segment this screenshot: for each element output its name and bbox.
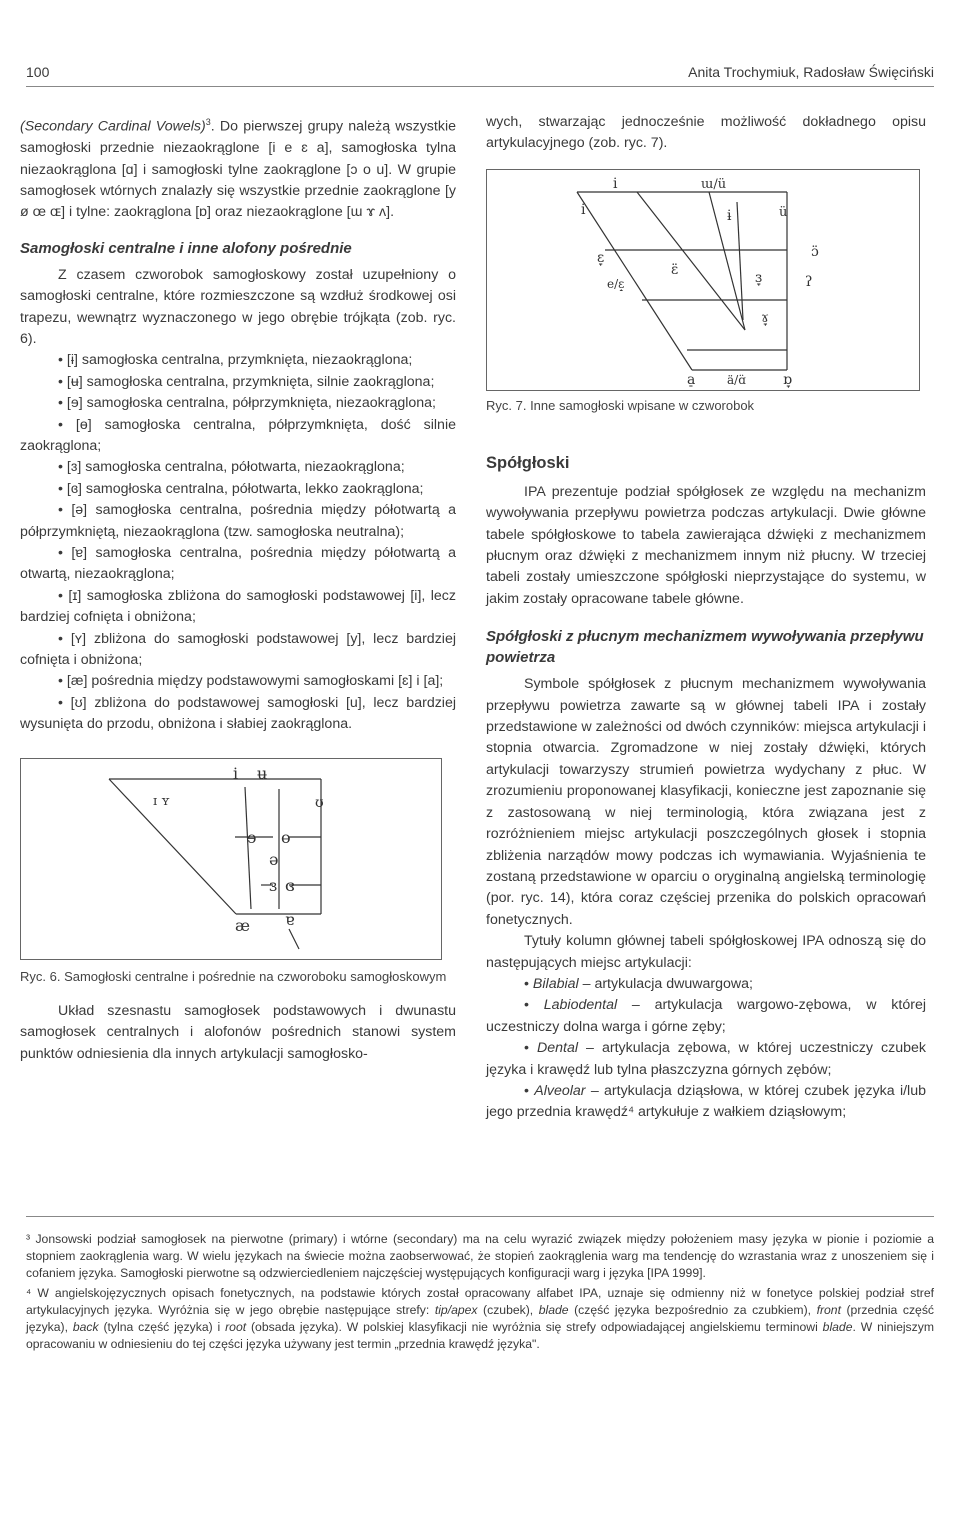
- vowel-trapezium-central-diagram: [21, 759, 441, 959]
- fig7-label-u-top: ɯ/ü: [701, 176, 727, 192]
- term-bilabial: Bilabial: [532, 975, 579, 992]
- section-heading-central: Samogłoski centralne i inne alofony pośrednie: [20, 239, 352, 257]
- list-item: • [ʏ] zbliżona do samogłoski podstawowej [y], lecz bardziej cofnięta i obniżona;: [20, 630, 456, 669]
- list-item-alveolar: • Alveolar – artykulacja dziąsłowa, w której czubek języka i/lub jego przednia krawędź⁴ artykułuje z wałkiem dziąsłowym;: [486, 1082, 926, 1121]
- running-header: [26, 62, 934, 87]
- secondary-cardinal-vowels-term: (Secondary Cardinal Vowels): [20, 118, 206, 135]
- footnote-4: ⁴ W angielskojęzycznych opisach fonetycznych, na podstawie których został opracowany alfabet IPA, uznaje się odmienny niż w fonetyce polskiej podział stref artykulacyjnych języka. Wyróżnia się w jego obrębie następujące strefy: tip/apex (czubek), blade (część języka bezpośrednio za czubkiem), front (przednia część języka), back (tylna część języka) i root (obsada języka). W polskiej klasyfikacji nie wyróżnia się strefy odpowiadającej angielskiemu terminowi blade. W niniejszym opracowaniu w odniesieniu do tej części języka używany jest termin „przednia krawędź języka".: [26, 1286, 935, 1351]
- fig7-label-u-right: ü: [779, 204, 788, 220]
- intro-text: . Do pierwszej grupy należą wszystkie samogłoski przednie niezaokrąglone [i e ɛ a], samogłoska tylna niezaokrąglona [ɑ] i samogłoski tylne zaokrąglone [ɔ o u]. W grupie samogłosek wtórnych znalazły się wszystkie przednie zaokrąglone [y ø œ ɶ] i tylne: zaokrąglona [ɒ] oraz niezaokrąglone [ɯ ɤ ʌ].: [20, 118, 456, 221]
- footnote-ref-3[interactable]: 3: [205, 117, 211, 127]
- central-vowel-list: [20, 350, 456, 735]
- list-item: • [ʊ] zbliżona do podstawowej samogłoski [u], lecz bardziej wysunięta do przodu, obniżona i słabiej zaokrąglona.: [20, 694, 456, 733]
- closing-paragraph: Układ szesnastu samogłosek podstawowych i dwunastu samogłosek centralnych i alofonów pośrednich stanowi system punktów odniesienia dla innych artykulacji samogłosko-: [20, 1002, 456, 1062]
- heading-pulmonic: Spółgłoski z płucnym mechanizmem wywoływania przepływu powietrza: [486, 628, 924, 667]
- continued-paragraph: wych, stwarzając jednocześnie możliwość dokładnego opisu artykulacyjnego (zob. ryc. 7).: [486, 114, 926, 152]
- right-column: [486, 112, 926, 1124]
- fig7-label-c-mid: ɛ̈: [671, 261, 679, 278]
- list-item-dental: • Dental – artykulacja zębowa, w której uczestniczy czubek języka i krawędź lub tylna płaszczyzna górnych zębów;: [486, 1040, 926, 1078]
- central-vowels-intro: Z czasem czworobok samogłoskowy został uzupełniony o samogłoski centralne, które rozmieszczone są wzdłuż środkowej osi trapezu, wewnątrz wyznaczonego w jego obrębie trójkąta (zob. ryc. 6).: [20, 266, 456, 347]
- running-head-authors: Anita Trochymiuk, Radosław Święciński: [688, 64, 934, 80]
- fig6-label-e-rev: ɘ: [247, 827, 257, 847]
- fig7-label-i-left: i: [581, 201, 586, 218]
- figure-6-vowel-trapezium: [20, 758, 442, 960]
- term-dental: Dental: [537, 1040, 579, 1057]
- fig7-label-e-left: e/ɛ̝: [607, 276, 625, 291]
- term-alveolar: Alveolar: [534, 1082, 586, 1099]
- list-item-bilabial: • Bilabial – artykulacja dwuwargowa;: [524, 975, 753, 992]
- list-item-labiodental: • Labiodental – artykulacja wargowo-zębowa, w której uczestniczy dolna warga i górne zęby;: [486, 997, 926, 1035]
- fig7-label-u-bot: ɒ̞: [783, 371, 792, 388]
- left-column: [20, 112, 456, 1065]
- pulmonic-paragraph: Symbole spółgłosek z płucnym mechanizmem wywoływania przepływu powietrza zawarte są w głównej tabeli IPA i zostały przedstawione w zależności od dwóch czynników: miejsca artykulacji i stopnia otwarcia. Zgromadzone w niej zostały dźwięki, których artykulacji towarzyszy strumień powietrza wydychany z płuc. W zrozumieniu proponowanej klasyfikacji, konieczne jest zapoznanie się z zastosowaną w niej terminologią, która związana jest z rozróżnieniem miejsc artykulacji poszczególnych głosek i stopnia zbliżenia narządów mowy podczas ich wymawiania. Wyjaśnienia te zostaną przedstawione w oparciu o oryginalną angielską terminologię (por. ryc. 14), która coraz częściej przenika do polskich opracowań fonetycznych.: [486, 676, 926, 928]
- fig7-label-c-left: ɛ̞: [597, 249, 605, 266]
- term-labiodental: Labiodental: [543, 997, 618, 1014]
- list-item: • [ə] samogłoska centralna, pośrednia między półotwartą a półprzymkniętą, niezaokrąglona (tzw. samogłoska neutralna);: [20, 502, 456, 540]
- places-intro: Tytuły kolumn głównej tabeli spółgłoskowej IPA odnoszą się do następujących miejsc artykulacji:: [486, 933, 926, 971]
- page-number: 100: [26, 64, 50, 80]
- list-item: • [æ] pośrednia między podstawowymi samogłoskami [ɛ] i [a];: [58, 673, 444, 690]
- vowel-trapezium-other-diagram: [487, 170, 919, 390]
- fig6-label-a-turn: ɐ: [285, 909, 295, 929]
- fig7-label-i-top: i: [613, 175, 618, 192]
- fig7-label-q-right: ʔ: [805, 273, 813, 290]
- footnotes: [26, 1216, 934, 1357]
- fig7-label-a-bot: a̠: [687, 371, 696, 388]
- intro-paragraph: [20, 112, 456, 224]
- fig6-label-iy: ɪ ʏ: [153, 793, 170, 809]
- fig6-label-ep: ɜ: [269, 875, 278, 895]
- fig6-label-u-small: ʊ: [315, 794, 324, 811]
- list-item: • [ʉ] samogłoska centralna, przymknięta, silnie zaokrąglona;: [58, 373, 435, 390]
- consonants-paragraph: IPA prezentuje podział spółgłosek ze względu na mechanizm wywoływania przepływu powietrza podczas artykulacji. Dwie główne tabele spółgłoskowe to tabela zawierająca dźwięki z mechanizmem płucnym oraz dźwięki z mechanizmem innym niż płucny. W trzeciej tabeli zostały umieszczone spółgłoski nieprzystające do systemu, w jakim zostały opracowane tabele główne.: [486, 483, 926, 607]
- figure-7-vowel-trapezium: [486, 169, 920, 391]
- figure-6-caption: Ryc. 6. Samogłoski centralne i pośrednie na czworoboku samogłoskowym: [20, 968, 447, 984]
- list-item: • [ɞ] samogłoska centralna, półotwarta, lekko zaokrąglona;: [58, 480, 424, 497]
- fig6-label-ep2: ɞ: [285, 875, 295, 895]
- list-item: • [ɘ] samogłoska centralna, półprzymknięta, niezaokrąglona;: [58, 395, 436, 412]
- fig7-label-i-mid: ɨ: [727, 207, 732, 224]
- heading-consonants: Spółgłoski: [486, 453, 570, 472]
- fig7-label-ep-mid: ɜ̞: [755, 269, 763, 286]
- fig6-label-schwa: ə: [269, 849, 279, 869]
- list-item: • [ɵ] samogłoska centralna, półprzymknięta, dość silnie zaokrąglona;: [20, 416, 456, 455]
- footnote-3: ³ Jonsowski podział samogłosek na pierwotne (primary) i wtórne (secondary) ma na celu wyrazić związek między położeniem masy języka w pionie i poziomie a stopniem zaokrąglenia warg. W wielu językach na świecie można zaobserwować, że stopień zaokrąglenia warg ma tendencję do wzrastania wraz z unoszeniem się i cofaniem języka. Samogłoski pierwotne są odzwierciedleniem najczęściej występujących konfiguracji warg i języka [IPA 1999].: [26, 1232, 934, 1280]
- fig6-label-o-bar: ɵ: [281, 827, 291, 847]
- fig7-label-q-low: ɤ̞: [761, 309, 769, 326]
- list-item: • [ɐ] samogłoska centralna, pośrednia między półotwartą a otwartą, niezaokrąglona;: [20, 545, 456, 583]
- figure-7-caption: Ryc. 7. Inne samogłoski wpisane w czworobok: [486, 397, 755, 413]
- fig7-label-ae-bot: ä/ɑ̈: [727, 372, 746, 387]
- list-item: • [ɨ] samogłoska centralna, przymknięta, niezaokrąglona;: [58, 352, 413, 369]
- fig7-label-o-right: ɔ̈: [811, 243, 819, 260]
- fig6-label-ae: æ: [235, 915, 251, 935]
- list-item: • [ɜ] samogłoska centralna, półotwarta, niezaokrąglona;: [58, 459, 405, 476]
- fig6-label-u-bar: ʉ: [257, 763, 268, 783]
- list-item: • [ɪ] samogłoska zbliżona do samogłoski podstawowej [i], lecz bardziej cofnięta i obniżona;: [20, 587, 456, 626]
- fig6-label-i: i: [233, 763, 239, 783]
